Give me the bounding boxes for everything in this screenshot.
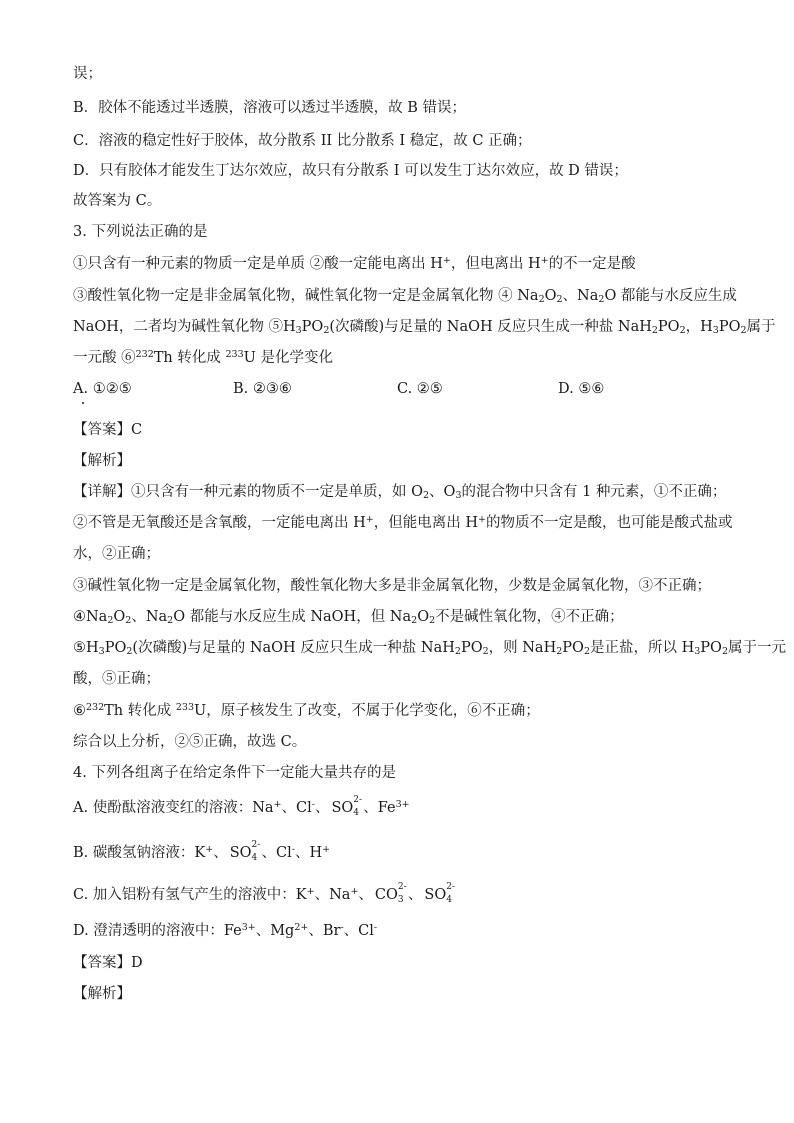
option-d[interactable]: D. 澄清透明的溶液中：$Fe^{3+}$、$Mg^{2+}$、Br-、Cl- [73,922,378,939]
detail-line: ⑥$^{232}$Th 转化成 $^{233}$U，原子核发生了改变，不属于化学变化，⑥不正确； [73,702,540,719]
sulfate-ion: SO 2- 4 [229,840,261,863]
question-3-title: 3. 下列说法正确的是 [73,224,208,240]
text-line: 误； [73,66,102,82]
option-b[interactable]: B. ②③⑥ [233,381,292,397]
sulfate-ion: SO 2- 4 [424,882,456,905]
option-b[interactable]: B. 碳酸氢钠溶液：K+、 SO 2- 4 、Cl-、H+ [73,840,331,863]
text-line: D．只有胶体才能发生丁达尔效应，故只有分散系 I 可以发生丁达尔效应，故 D 错误； [73,163,628,179]
detail-line: 酸，⑤正确； [73,671,160,687]
text-line: B．胶体不能透过半透膜，溶液可以透过半透膜，故 B 错误； [73,100,467,116]
answer-label: 【答案】D [73,955,143,971]
analysis-label: 【解析】 [73,453,131,469]
option-a[interactable]: A. ①②⑤ [73,381,132,397]
option-d[interactable]: D. ⑤⑥ [558,381,605,397]
detail-line: 综合以上分析，②⑤正确，故选 C。 [73,734,307,750]
question-3-statement: ①只含有一种元素的物质一定是单质 ②酸一定能电离出 H+，但电离出 H+的不一定是酸 [73,255,636,272]
sulfate-ion: SO 2- 4 [331,795,363,818]
stray-mark [82,402,84,404]
detail-line: 【详解】①只含有一种元素的物质不一定是单质，如 $O_2$、$O_3$的混合物中只含有 1 种元素，①不正确； [73,484,727,501]
detail-line: $⑤H_3PO_2$(次磷酸)与足量的 NaOH 反应只生成一种盐 $NaH_2PO_2$，则 $NaH_2PO_2$是正盐，所以 $H_3PO_2$属于一元 [73,640,786,657]
text-line: C．溶液的稳定性好于胶体，故分散系 II 比分散系 I 稳定，故 C 正确； [73,133,532,149]
question-3-statement: 一元酸 ⑥$^{232}$Th 转化成 $^{233}$U 是化学变化 [73,349,333,366]
option-c[interactable]: C. 加入铝粉有氢气产生的溶液中：K+、Na+、 CO 2- 3 、 SO 2- 4 [73,882,456,905]
detail-line: 水，②正确； [73,546,160,562]
question-3-statement: ③酸性氧化物一定是非金属氧化物，碱性氧化物一定是金属氧化物 ④ $Na_2O_2$、$Na_2O$ 都能与水反应生成 [73,288,737,305]
text-line: 故答案为 C。 [73,193,162,209]
detail-line: $④Na_2O_2$、$Na_2O$ 都能与水反应生成 NaOH，但 $Na_2O_2$不是碱性氧化物，④不正确； [73,609,624,626]
answer-label: 【答案】C [73,422,143,438]
analysis-label: 【解析】 [73,986,131,1002]
detail-line: ③碱性氧化物一定是金属氧化物，酸性氧化物大多是非金属氧化物，少数是金属氧化物，③不正确； [73,578,711,594]
question-3-statement: NaOH，二者均为碱性氧化物 $⑤H_3PO_2$(次磷酸)与足量的 NaOH 反应只生成一种盐 $NaH_2PO_2$，$H_3PO_2$属于 [73,319,776,336]
detail-line: ②不管是无氧酸还是含氧酸，一定能电离出 H+，但能电离出 H+的物质不一定是酸，也可能是酸式盐或 [73,514,733,531]
carbonate-ion: CO 2- 3 [374,882,407,905]
question-4-title: 4. 下列各组离子在给定条件下一定能大量共存的是 [73,765,396,781]
option-c[interactable]: C. ②⑤ [397,381,443,397]
option-a[interactable]: A. 使酚酞溶液变红的溶液：Na+、Cl-、 SO 2- 4 、$Fe^{3+}$ [73,795,410,818]
